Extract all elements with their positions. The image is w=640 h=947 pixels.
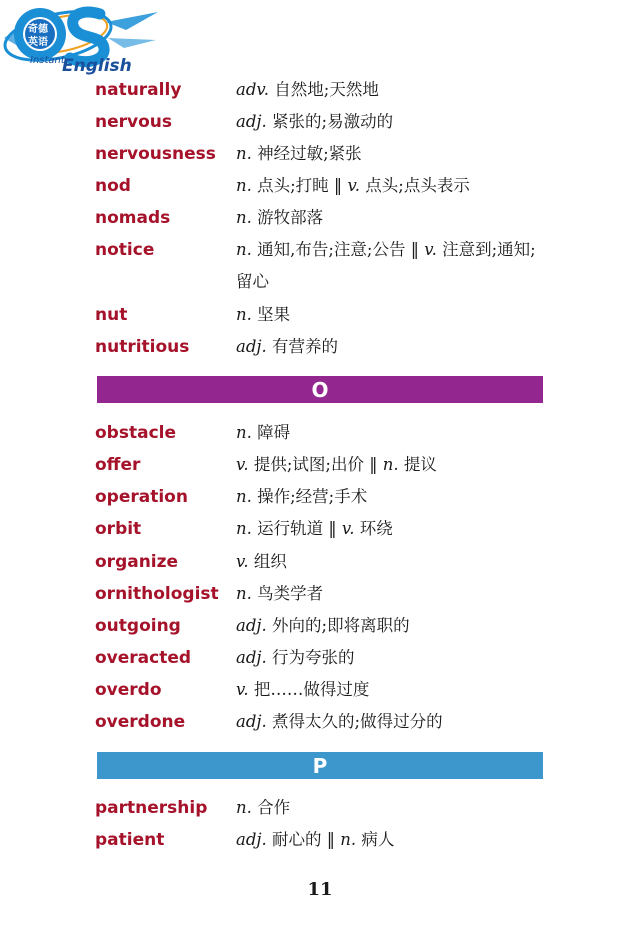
headword: orbit: [95, 519, 142, 539]
sense-separator: ‖: [328, 176, 348, 195]
definition: [236, 331, 548, 363]
definition-text: 坚果: [251, 305, 291, 324]
headword: obstacle: [95, 423, 176, 443]
definition: [236, 792, 548, 824]
definition-text: 有营养的: [266, 337, 339, 356]
part-of-speech: n.: [236, 240, 252, 259]
part-of-speech: n.: [236, 208, 252, 227]
definition: [236, 824, 548, 856]
definition-text: 耐心的: [266, 830, 322, 849]
definition-text: 病人: [356, 830, 395, 849]
definition-text: 提议: [398, 455, 437, 474]
part-of-speech: n.: [236, 423, 252, 442]
part-of-speech: v.: [424, 240, 437, 259]
definition-text: 行为夸张的: [266, 648, 355, 667]
part-of-speech: adj.: [236, 112, 267, 131]
definition: [236, 642, 548, 674]
logo-english: English: [62, 56, 132, 76]
headword: naturally: [95, 80, 182, 100]
definition-text: 游牧部落: [251, 208, 324, 227]
headword: nutritious: [95, 337, 190, 357]
definition: [236, 481, 548, 513]
definition-text: 合作: [251, 798, 291, 817]
headword: offer: [95, 455, 141, 475]
definition: [236, 74, 548, 106]
definition-text: 通知,布告;注意;公告: [251, 240, 406, 259]
sense-separator: ‖: [405, 240, 425, 259]
logo-chinese-top: 奇德: [28, 24, 48, 35]
part-of-speech: n.: [236, 798, 252, 817]
definition-text: 鸟类学者: [251, 584, 324, 603]
headword: nervous: [95, 112, 172, 132]
part-of-speech: n.: [382, 455, 399, 474]
sense-separator: ‖: [363, 455, 383, 474]
part-of-speech: n.: [236, 487, 252, 506]
headword: overacted: [95, 648, 192, 668]
part-of-speech: adj.: [236, 337, 267, 356]
definition-text: 紧张的;易激动的: [266, 112, 394, 131]
definition-text: 操作;经营;手术: [251, 487, 368, 506]
headword: ornithologist: [95, 584, 219, 604]
definition: [236, 674, 548, 706]
definition-text: 障碍: [251, 423, 291, 442]
part-of-speech: adv.: [236, 80, 270, 99]
part-of-speech: adj.: [236, 830, 267, 849]
page-number: 11: [307, 879, 333, 900]
definition-text: 把……做得过度: [248, 680, 370, 699]
part-of-speech: n.: [236, 584, 252, 603]
definition: [236, 234, 548, 298]
headword: overdone: [95, 712, 186, 732]
definition: [236, 202, 548, 234]
definition: [236, 578, 548, 610]
part-of-speech: adj.: [236, 616, 267, 635]
definition-text: 提供;试图;出价: [248, 455, 364, 474]
section-header-p: P: [97, 752, 543, 779]
sense-separator: ‖: [323, 519, 342, 538]
part-of-speech: v.: [341, 519, 355, 538]
brand-logo: [2, 0, 160, 78]
definition-text: 环绕: [354, 519, 393, 538]
definition-text: 外向的;即将离职的: [266, 616, 410, 635]
definition: [236, 546, 548, 578]
logo-instant: Instant: [30, 55, 65, 66]
definition: [236, 170, 548, 202]
definition-text: 自然地;天然地: [269, 80, 379, 99]
headword: organize: [95, 552, 179, 572]
definition: [236, 138, 548, 170]
definition-text: 注意到;通知;留心: [236, 240, 536, 291]
headword: nut: [95, 305, 128, 325]
definition-text: 组织: [248, 552, 287, 571]
part-of-speech: adj.: [236, 648, 267, 667]
headword: partnership: [95, 798, 208, 818]
part-of-speech: v.: [236, 455, 249, 474]
headword: nomads: [95, 208, 171, 228]
headword: nod: [95, 176, 131, 196]
headword: operation: [95, 487, 188, 507]
logo-chinese-bottom: 英语: [28, 37, 48, 48]
part-of-speech: n.: [340, 830, 357, 849]
part-of-speech: n.: [236, 519, 252, 538]
headword: nervousness: [95, 144, 216, 164]
definition: [236, 449, 548, 481]
sense-separator: ‖: [321, 830, 341, 849]
part-of-speech: n.: [236, 305, 252, 324]
headword: overdo: [95, 680, 162, 700]
definition-text: 煮得太久的;做得过分的: [266, 712, 443, 731]
part-of-speech: n.: [236, 176, 252, 195]
definition-text: 点头;打盹: [251, 176, 329, 195]
definition-text: 神经过敏;紧张: [251, 144, 362, 163]
definition: [236, 610, 548, 642]
headword: patient: [95, 830, 165, 850]
part-of-speech: v.: [347, 176, 361, 195]
definition-text: 点头;点头表示: [360, 176, 470, 195]
definition: [236, 513, 548, 545]
part-of-speech: v.: [236, 552, 249, 571]
headword: notice: [95, 240, 155, 260]
headword: outgoing: [95, 616, 181, 636]
part-of-speech: v.: [236, 680, 249, 699]
definition: [236, 706, 548, 738]
definition: [236, 417, 548, 449]
definition: [236, 106, 548, 138]
part-of-speech: adj.: [236, 712, 267, 731]
definition: [236, 299, 548, 331]
section-header-o: O: [97, 376, 543, 403]
definition-text: 运行轨道: [251, 519, 324, 538]
part-of-speech: n.: [236, 144, 252, 163]
